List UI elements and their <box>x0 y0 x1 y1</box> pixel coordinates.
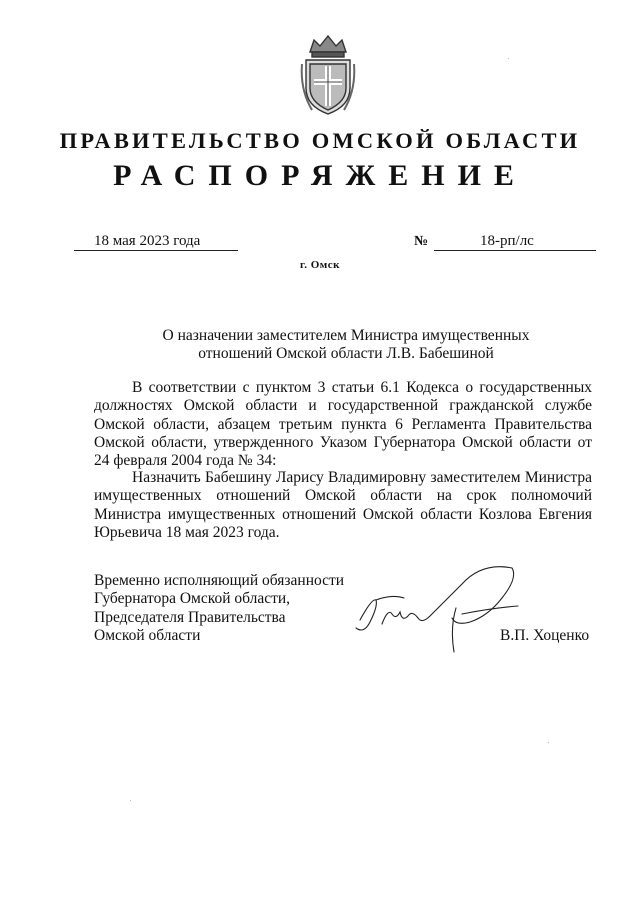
city: г. Омск <box>299 259 341 271</box>
signatory-title-line: Губернатора Омской области, <box>94 590 291 608</box>
signatory-title-line: Омской области <box>94 626 201 644</box>
number-sign: № <box>414 234 429 249</box>
scan-speck <box>508 58 509 59</box>
omsk-coat-of-arms-icon <box>300 30 356 116</box>
number-value: 18-рп/лс <box>480 233 534 249</box>
document-type: РАСПОРЯЖЕНИЕ <box>113 159 527 192</box>
scan-speck <box>548 742 549 743</box>
body-paragraph: В соответствии с пунктом 3 статьи 6.1 Кодекса о государственных должностях Омской области и государственной гражданской службе Омской области, абзацем третьим пункта 6 Регламента Правительства Омской области, утвержденного Указом Губернатора Омской области от 24 февраля 2004 года № 34: <box>94 379 592 470</box>
number-field <box>434 232 596 251</box>
signatory-name: В.П. Хоценко <box>500 627 590 644</box>
handwritten-signature <box>352 558 522 658</box>
date-field <box>74 232 238 251</box>
signatory-title-line: Временно исполняющий обязанности <box>94 572 345 589</box>
signatory-title <box>94 572 354 645</box>
date-value: 18 мая 2023 года <box>94 233 201 249</box>
scan-speck <box>130 800 131 801</box>
subject-line: О назначении заместителем Министра имущественных <box>162 327 530 344</box>
subject <box>100 327 592 363</box>
subject-line: отношений Омской области Л.В. Бабешиной <box>198 345 494 362</box>
government-title: ПРАВИТЕЛЬСТВО ОМСКОЙ ОБЛАСТИ <box>59 128 581 153</box>
body-paragraph: Назначить Бабешину Ларису Владимировну заместителем Министра имущественных отношений Омской области на срок полномочий Министра имущественных отношений Омской области Козлова Евгения Юрьевича 18 мая 2023 года. <box>94 469 592 541</box>
signatory-title-line: Председателя Правительства <box>94 608 286 626</box>
